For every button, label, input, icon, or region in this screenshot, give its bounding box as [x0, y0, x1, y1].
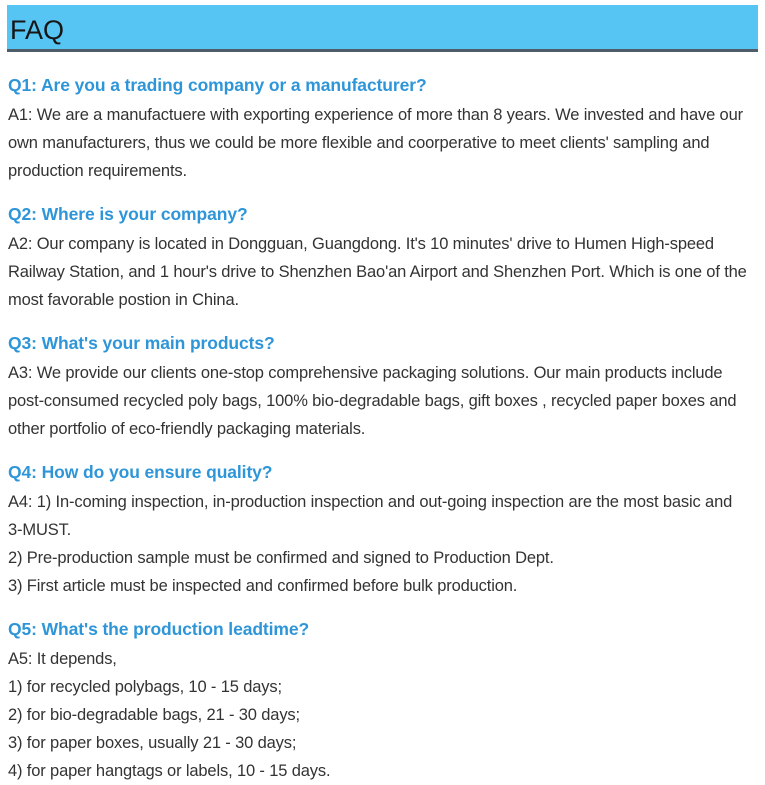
faq-answer — [8, 230, 751, 314]
faq-answer-line: A3: We provide our clients one-stop comprehensive packaging solutions. Our main products include post-consumed recycled poly bags, 100% bio-degradable bags, gift boxes , recycled paper boxes and other portfolio of eco-friendly packaging materials. — [8, 364, 737, 438]
faq-item-q2 — [8, 201, 751, 314]
faq-answer — [8, 645, 751, 785]
faq-question: Q2: Where is your company? — [8, 204, 248, 224]
faq-question: Q1: Are you a trading company or a manufacturer? — [8, 75, 427, 95]
faq-answer-line: 2) Pre-production sample must be confirmed and signed to Production Dept. — [8, 549, 554, 567]
faq-question: Q3: What's your main products? — [8, 333, 275, 353]
faq-answer-line: 3) First article must be inspected and confirmed before bulk production. — [8, 577, 518, 595]
faq-answer-line: 2) for bio-degradable bags, 21 - 30 days; — [8, 706, 300, 724]
faq-answer-line: 4) for paper hangtags or labels, 10 - 15 days. — [8, 762, 331, 780]
faq-answer-line: A4: 1) In-coming inspection, in-production inspection and out-going inspection are the most basic and 3-MUST. — [8, 493, 733, 539]
faq-list — [0, 72, 765, 785]
faq-answer — [8, 359, 751, 443]
faq-header-bar — [7, 5, 758, 52]
faq-answer-line: 1) for recycled polybags, 10 - 15 days; — [8, 678, 282, 696]
faq-answer — [8, 488, 751, 600]
faq-answer-line: 3) for paper boxes, usually 21 - 30 days; — [8, 734, 297, 752]
faq-item-q5 — [8, 616, 751, 785]
faq-answer-line: A5: It depends, — [8, 650, 117, 668]
faq-question: Q4: How do you ensure quality? — [8, 462, 273, 482]
faq-item-q4 — [8, 459, 751, 600]
faq-question: Q5: What's the production leadtime? — [8, 619, 310, 639]
faq-answer-line: A1: We are a manufactuere with exporting experience of more than 8 years. We invested and have our own manufacturers, thus we could be more flexible and coorperative to meet clients' sampling and production requirements. — [8, 106, 743, 180]
faq-answer — [8, 101, 751, 185]
page-title: FAQ — [10, 14, 65, 45]
faq-item-q3 — [8, 330, 751, 443]
faq-answer-line: A2: Our company is located in Dongguan, Guangdong. It's 10 minutes' drive to Humen High-speed Railway Station, and 1 hour's drive to Shenzhen Bao'an Airport and Shenzhen Port. Which is one of the most favorable postion in China. — [8, 235, 747, 309]
faq-item-q1 — [8, 72, 751, 185]
